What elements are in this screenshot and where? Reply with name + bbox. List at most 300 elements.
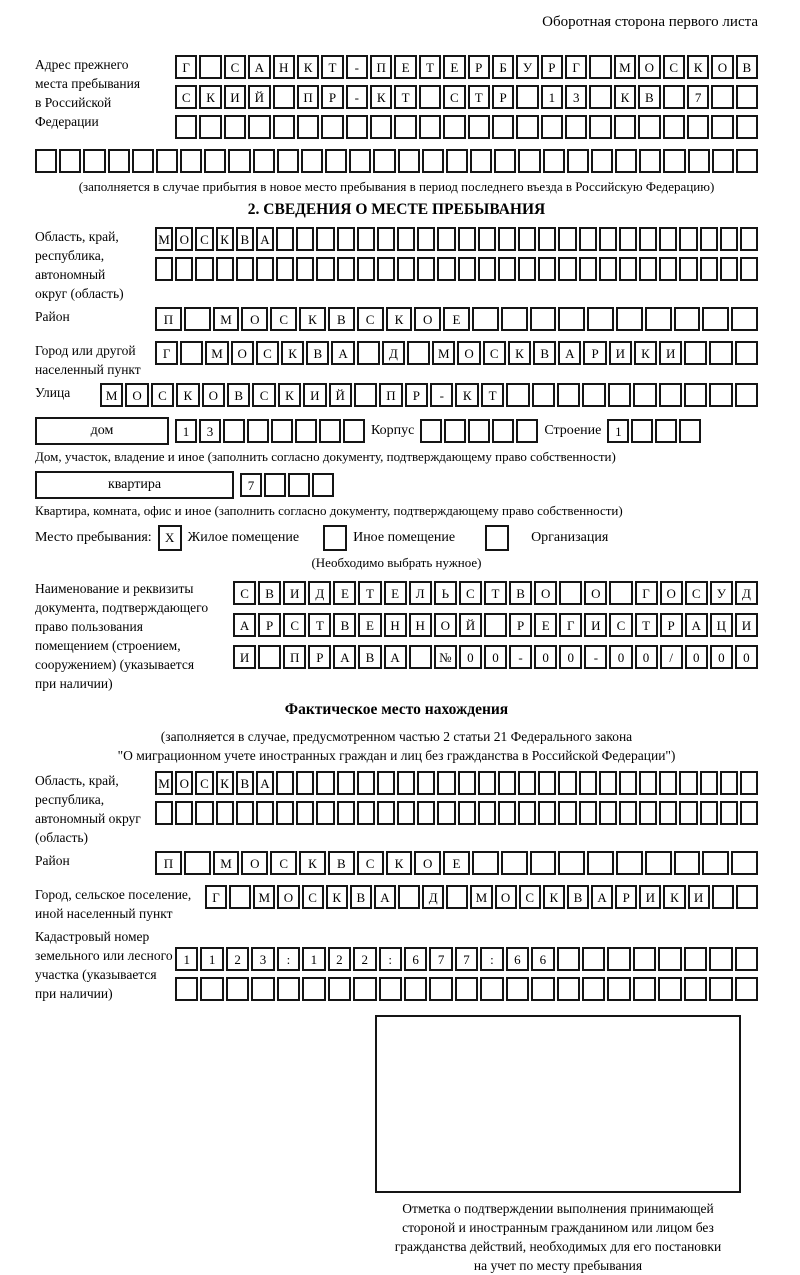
char-box[interactable] xyxy=(437,257,455,281)
char-box[interactable]: М xyxy=(614,55,636,79)
char-box[interactable] xyxy=(735,977,758,1001)
char-box[interactable] xyxy=(558,771,576,795)
char-box[interactable] xyxy=(175,801,193,825)
char-box[interactable]: К xyxy=(663,885,685,909)
char-box[interactable] xyxy=(236,257,254,281)
char-box[interactable] xyxy=(184,307,211,331)
char-box[interactable]: 2 xyxy=(353,947,376,971)
char-box[interactable]: 0 xyxy=(710,645,733,669)
char-box[interactable] xyxy=(417,771,435,795)
char-box[interactable]: 0 xyxy=(609,645,632,669)
char-box[interactable] xyxy=(343,419,365,443)
char-box[interactable] xyxy=(639,771,657,795)
char-box[interactable] xyxy=(478,771,496,795)
char-box[interactable] xyxy=(587,307,614,331)
char-box[interactable] xyxy=(736,115,758,139)
char-box[interactable] xyxy=(712,885,734,909)
stay-type-checkbox-organization[interactable] xyxy=(485,525,509,551)
char-box[interactable]: О xyxy=(711,55,733,79)
char-box[interactable]: К xyxy=(216,771,234,795)
char-box[interactable] xyxy=(216,801,234,825)
char-box[interactable] xyxy=(247,419,269,443)
char-box[interactable]: В xyxy=(236,227,254,251)
char-box[interactable]: С xyxy=(459,581,482,605)
char-box[interactable]: 1 xyxy=(541,85,563,109)
char-box[interactable] xyxy=(256,801,274,825)
char-box[interactable]: П xyxy=(155,307,182,331)
char-box[interactable] xyxy=(271,419,293,443)
char-box[interactable] xyxy=(518,801,536,825)
char-box[interactable] xyxy=(709,947,732,971)
char-box[interactable]: 0 xyxy=(559,645,582,669)
char-box[interactable] xyxy=(492,115,514,139)
char-box[interactable] xyxy=(276,771,294,795)
char-box[interactable] xyxy=(228,149,250,173)
char-box[interactable] xyxy=(599,227,617,251)
char-box[interactable] xyxy=(302,977,325,1001)
char-box[interactable] xyxy=(199,115,221,139)
char-box[interactable]: О xyxy=(241,307,268,331)
char-box[interactable]: И xyxy=(224,85,246,109)
char-box[interactable]: Е xyxy=(443,851,470,875)
char-box[interactable] xyxy=(264,473,286,497)
char-box[interactable] xyxy=(276,257,294,281)
char-box[interactable] xyxy=(276,801,294,825)
char-box[interactable] xyxy=(437,801,455,825)
char-box[interactable] xyxy=(639,801,657,825)
char-box[interactable] xyxy=(679,419,701,443)
char-box[interactable] xyxy=(720,227,738,251)
char-box[interactable] xyxy=(659,383,682,407)
char-box[interactable] xyxy=(506,383,529,407)
char-box[interactable]: Р xyxy=(583,341,606,365)
char-box[interactable] xyxy=(711,115,733,139)
char-box[interactable] xyxy=(398,885,420,909)
char-box[interactable]: 1 xyxy=(200,947,223,971)
char-box[interactable]: Е xyxy=(384,581,407,605)
char-box[interactable] xyxy=(589,55,611,79)
char-box[interactable]: Д xyxy=(382,341,405,365)
char-box[interactable] xyxy=(712,149,734,173)
char-box[interactable] xyxy=(731,307,758,331)
char-box[interactable] xyxy=(398,149,420,173)
char-box[interactable] xyxy=(195,801,213,825)
char-box[interactable]: Г xyxy=(559,613,582,637)
char-box[interactable] xyxy=(599,257,617,281)
char-box[interactable]: М xyxy=(213,851,240,875)
char-box[interactable] xyxy=(419,115,441,139)
char-box[interactable]: О xyxy=(638,55,660,79)
char-box[interactable]: Б xyxy=(492,55,514,79)
char-box[interactable]: С xyxy=(252,383,275,407)
char-box[interactable]: О xyxy=(534,581,557,605)
char-box[interactable] xyxy=(273,85,295,109)
char-box[interactable]: О xyxy=(495,885,517,909)
char-box[interactable]: С xyxy=(302,885,324,909)
char-box[interactable] xyxy=(736,149,758,173)
char-box[interactable]: В xyxy=(350,885,372,909)
char-box[interactable] xyxy=(498,227,516,251)
char-box[interactable] xyxy=(608,383,631,407)
char-box[interactable] xyxy=(296,257,314,281)
char-box[interactable]: Д xyxy=(735,581,758,605)
char-box[interactable]: П xyxy=(155,851,182,875)
char-box[interactable] xyxy=(558,851,585,875)
char-box[interactable]: У xyxy=(710,581,733,605)
char-box[interactable] xyxy=(226,977,249,1001)
char-box[interactable]: Т xyxy=(635,613,658,637)
char-box[interactable] xyxy=(316,227,334,251)
char-box[interactable]: Т xyxy=(358,581,381,605)
char-box[interactable] xyxy=(429,977,452,1001)
char-box[interactable]: К xyxy=(386,851,413,875)
char-box[interactable]: С xyxy=(195,771,213,795)
char-box[interactable]: - xyxy=(346,55,368,79)
char-box[interactable] xyxy=(357,771,375,795)
char-box[interactable]: А xyxy=(331,341,354,365)
char-box[interactable] xyxy=(557,383,580,407)
char-box[interactable]: Г xyxy=(565,55,587,79)
char-box[interactable] xyxy=(616,851,643,875)
char-box[interactable] xyxy=(446,885,468,909)
char-box[interactable]: В xyxy=(533,341,556,365)
char-box[interactable]: О xyxy=(414,851,441,875)
char-box[interactable] xyxy=(558,257,576,281)
char-box[interactable] xyxy=(740,257,758,281)
char-box[interactable] xyxy=(337,801,355,825)
char-box[interactable]: И xyxy=(303,383,326,407)
char-box[interactable] xyxy=(658,977,681,1001)
char-box[interactable]: М xyxy=(155,771,173,795)
char-box[interactable]: Г xyxy=(155,341,178,365)
char-box[interactable] xyxy=(599,801,617,825)
char-box[interactable]: О xyxy=(175,227,193,251)
char-box[interactable]: С xyxy=(609,613,632,637)
char-box[interactable]: В xyxy=(328,851,355,875)
char-box[interactable]: 7 xyxy=(455,947,478,971)
char-box[interactable] xyxy=(558,801,576,825)
stay-type-checkbox-residential[interactable]: X xyxy=(158,525,182,551)
char-box[interactable] xyxy=(619,227,637,251)
char-box[interactable] xyxy=(720,801,738,825)
char-box[interactable]: Р xyxy=(258,613,281,637)
char-box[interactable] xyxy=(674,851,701,875)
char-box[interactable]: М xyxy=(155,227,173,251)
char-box[interactable]: А xyxy=(384,645,407,669)
char-box[interactable]: Й xyxy=(329,383,352,407)
char-box[interactable]: К xyxy=(508,341,531,365)
char-box[interactable] xyxy=(619,801,637,825)
char-box[interactable] xyxy=(492,419,514,443)
char-box[interactable]: 1 xyxy=(175,419,197,443)
char-box[interactable] xyxy=(589,115,611,139)
char-box[interactable]: И xyxy=(584,613,607,637)
char-box[interactable]: Е xyxy=(394,55,416,79)
char-box[interactable]: А xyxy=(558,341,581,365)
char-box[interactable]: Д xyxy=(422,885,444,909)
char-box[interactable] xyxy=(446,149,468,173)
char-box[interactable]: 0 xyxy=(635,645,658,669)
char-box[interactable]: А xyxy=(685,613,708,637)
char-box[interactable] xyxy=(83,149,105,173)
char-box[interactable] xyxy=(679,801,697,825)
char-box[interactable]: : xyxy=(277,947,300,971)
char-box[interactable]: И xyxy=(639,885,661,909)
char-box[interactable] xyxy=(633,383,656,407)
char-box[interactable] xyxy=(582,383,605,407)
char-box[interactable]: Ь xyxy=(434,581,457,605)
char-box[interactable] xyxy=(180,149,202,173)
char-box[interactable] xyxy=(337,257,355,281)
char-box[interactable]: В xyxy=(258,581,281,605)
char-box[interactable]: 1 xyxy=(607,419,629,443)
char-box[interactable]: О xyxy=(241,851,268,875)
char-box[interactable] xyxy=(337,771,355,795)
char-box[interactable] xyxy=(472,851,499,875)
char-box[interactable] xyxy=(484,613,507,637)
char-box[interactable] xyxy=(616,307,643,331)
char-box[interactable] xyxy=(236,801,254,825)
char-box[interactable] xyxy=(480,977,503,1001)
char-box[interactable] xyxy=(619,257,637,281)
char-box[interactable]: М xyxy=(470,885,492,909)
char-box[interactable] xyxy=(458,257,476,281)
char-box[interactable]: 3 xyxy=(251,947,274,971)
char-box[interactable]: И xyxy=(283,581,306,605)
char-box[interactable] xyxy=(565,115,587,139)
char-box[interactable] xyxy=(700,801,718,825)
char-box[interactable]: С xyxy=(685,581,708,605)
char-box[interactable]: - xyxy=(509,645,532,669)
char-box[interactable]: 6 xyxy=(506,947,529,971)
char-box[interactable]: А xyxy=(591,885,613,909)
char-box[interactable] xyxy=(377,801,395,825)
char-box[interactable] xyxy=(543,149,565,173)
char-box[interactable] xyxy=(397,801,415,825)
char-box[interactable]: Ц xyxy=(710,613,733,637)
char-box[interactable] xyxy=(684,341,707,365)
char-box[interactable] xyxy=(296,801,314,825)
char-box[interactable] xyxy=(397,227,415,251)
char-box[interactable] xyxy=(501,307,528,331)
char-box[interactable] xyxy=(175,977,198,1001)
char-box[interactable]: И xyxy=(688,885,710,909)
char-box[interactable]: К xyxy=(199,85,221,109)
char-box[interactable] xyxy=(357,341,380,365)
char-box[interactable] xyxy=(538,227,556,251)
char-box[interactable] xyxy=(735,383,758,407)
char-box[interactable] xyxy=(633,977,656,1001)
char-box[interactable]: В xyxy=(509,581,532,605)
char-box[interactable]: П xyxy=(297,85,319,109)
char-box[interactable]: Н xyxy=(273,55,295,79)
char-box[interactable] xyxy=(518,771,536,795)
char-box[interactable]: О xyxy=(175,771,193,795)
char-box[interactable] xyxy=(740,801,758,825)
char-box[interactable] xyxy=(684,947,707,971)
char-box[interactable] xyxy=(132,149,154,173)
char-box[interactable] xyxy=(325,149,347,173)
char-box[interactable]: К xyxy=(543,885,565,909)
char-box[interactable]: М xyxy=(205,341,228,365)
char-box[interactable] xyxy=(195,257,213,281)
char-box[interactable]: П xyxy=(283,645,306,669)
char-box[interactable] xyxy=(494,149,516,173)
char-box[interactable]: - xyxy=(346,85,368,109)
char-box[interactable] xyxy=(655,419,677,443)
char-box[interactable] xyxy=(532,383,555,407)
char-box[interactable] xyxy=(229,885,251,909)
char-box[interactable] xyxy=(108,149,130,173)
char-box[interactable]: Р xyxy=(615,885,637,909)
char-box[interactable]: В xyxy=(328,307,355,331)
char-box[interactable]: С xyxy=(357,851,384,875)
char-box[interactable]: : xyxy=(480,947,503,971)
char-box[interactable] xyxy=(736,885,758,909)
char-box[interactable]: - xyxy=(584,645,607,669)
char-box[interactable]: М xyxy=(213,307,240,331)
char-box[interactable] xyxy=(674,307,701,331)
char-box[interactable] xyxy=(736,85,758,109)
char-box[interactable]: 3 xyxy=(565,85,587,109)
char-box[interactable]: 1 xyxy=(302,947,325,971)
char-box[interactable] xyxy=(377,227,395,251)
char-box[interactable] xyxy=(607,977,630,1001)
char-box[interactable] xyxy=(639,149,661,173)
char-box[interactable] xyxy=(615,149,637,173)
char-box[interactable] xyxy=(301,149,323,173)
char-box[interactable] xyxy=(443,115,465,139)
char-box[interactable] xyxy=(709,977,732,1001)
char-box[interactable]: К xyxy=(687,55,709,79)
char-box[interactable] xyxy=(557,977,580,1001)
char-box[interactable] xyxy=(417,257,435,281)
char-box[interactable]: А xyxy=(233,613,256,637)
char-box[interactable] xyxy=(658,947,681,971)
char-box[interactable]: 0 xyxy=(534,645,557,669)
char-box[interactable] xyxy=(559,581,582,605)
char-box[interactable] xyxy=(377,771,395,795)
char-box[interactable]: С xyxy=(175,85,197,109)
char-box[interactable] xyxy=(251,977,274,1001)
char-box[interactable] xyxy=(591,149,613,173)
char-box[interactable] xyxy=(321,115,343,139)
char-box[interactable] xyxy=(582,977,605,1001)
char-box[interactable] xyxy=(472,307,499,331)
char-box[interactable]: С xyxy=(151,383,174,407)
char-box[interactable] xyxy=(684,383,707,407)
char-box[interactable]: Й xyxy=(248,85,270,109)
char-box[interactable]: П xyxy=(379,383,402,407)
char-box[interactable] xyxy=(184,851,211,875)
char-box[interactable] xyxy=(316,257,334,281)
char-box[interactable] xyxy=(516,115,538,139)
char-box[interactable] xyxy=(538,801,556,825)
char-box[interactable] xyxy=(506,977,529,1001)
char-box[interactable] xyxy=(248,115,270,139)
char-box[interactable]: В xyxy=(638,85,660,109)
char-box[interactable]: К xyxy=(386,307,413,331)
char-box[interactable] xyxy=(659,227,677,251)
char-box[interactable] xyxy=(614,115,636,139)
char-box[interactable] xyxy=(498,771,516,795)
char-box[interactable] xyxy=(353,977,376,1001)
char-box[interactable] xyxy=(417,227,435,251)
char-box[interactable] xyxy=(557,947,580,971)
char-box[interactable]: М xyxy=(432,341,455,365)
char-box[interactable] xyxy=(709,383,732,407)
char-box[interactable] xyxy=(273,115,295,139)
char-box[interactable] xyxy=(663,115,685,139)
char-box[interactable]: Е xyxy=(333,581,356,605)
char-box[interactable] xyxy=(458,801,476,825)
char-box[interactable] xyxy=(470,149,492,173)
char-box[interactable]: : xyxy=(379,947,402,971)
char-box[interactable]: С xyxy=(233,581,256,605)
char-box[interactable]: И xyxy=(233,645,256,669)
char-box[interactable]: И xyxy=(659,341,682,365)
char-box[interactable] xyxy=(711,85,733,109)
char-box[interactable]: М xyxy=(253,885,275,909)
char-box[interactable]: Й xyxy=(459,613,482,637)
char-box[interactable] xyxy=(659,257,677,281)
char-box[interactable]: Т xyxy=(321,55,343,79)
char-box[interactable]: 0 xyxy=(459,645,482,669)
char-box[interactable]: Н xyxy=(384,613,407,637)
char-box[interactable]: Т xyxy=(481,383,504,407)
char-box[interactable]: У xyxy=(516,55,538,79)
char-box[interactable]: А xyxy=(256,771,274,795)
char-box[interactable] xyxy=(397,257,415,281)
char-box[interactable]: Д xyxy=(308,581,331,605)
char-box[interactable]: В xyxy=(567,885,589,909)
char-box[interactable] xyxy=(720,771,738,795)
char-box[interactable]: С xyxy=(195,227,213,251)
char-box[interactable]: В xyxy=(333,613,356,637)
char-box[interactable] xyxy=(357,227,375,251)
char-box[interactable]: О xyxy=(584,581,607,605)
char-box[interactable]: С xyxy=(443,85,465,109)
char-box[interactable] xyxy=(295,419,317,443)
char-box[interactable]: О xyxy=(202,383,225,407)
char-box[interactable]: 7 xyxy=(240,473,262,497)
char-box[interactable]: Р xyxy=(541,55,563,79)
char-box[interactable]: С xyxy=(483,341,506,365)
char-box[interactable]: М xyxy=(100,383,123,407)
char-box[interactable] xyxy=(312,473,334,497)
char-box[interactable] xyxy=(478,801,496,825)
char-box[interactable] xyxy=(619,771,637,795)
char-box[interactable]: С xyxy=(357,307,384,331)
char-box[interactable]: Е xyxy=(443,55,465,79)
char-box[interactable] xyxy=(659,771,677,795)
char-box[interactable] xyxy=(735,947,758,971)
char-box[interactable] xyxy=(420,419,442,443)
char-box[interactable] xyxy=(297,115,319,139)
char-box[interactable]: Т xyxy=(394,85,416,109)
char-box[interactable]: - xyxy=(430,383,453,407)
char-box[interactable] xyxy=(180,341,203,365)
char-box[interactable] xyxy=(223,419,245,443)
char-box[interactable] xyxy=(357,801,375,825)
char-box[interactable] xyxy=(35,149,57,173)
char-box[interactable] xyxy=(579,227,597,251)
char-box[interactable] xyxy=(579,257,597,281)
char-box[interactable]: Р xyxy=(308,645,331,669)
char-box[interactable] xyxy=(731,851,758,875)
char-box[interactable] xyxy=(337,227,355,251)
char-box[interactable] xyxy=(684,977,707,1001)
